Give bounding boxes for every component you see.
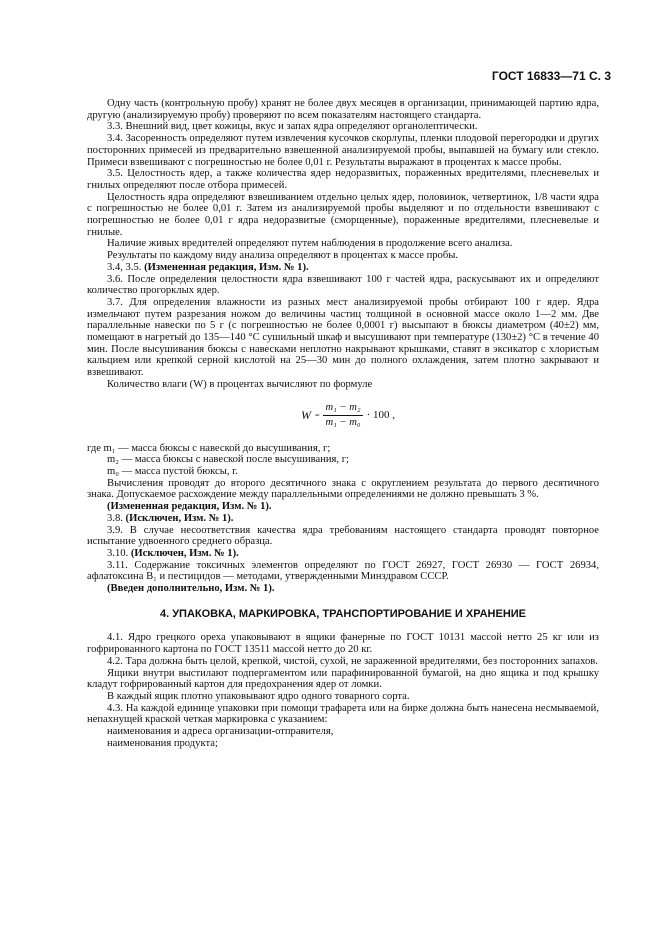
- paragraph: Ящики внутри выстилают подпергаментом или парафинированной бумагой, на дно ящика и под крышку кладут гофрированный картон для предохранения ядер от ломки.: [87, 667, 599, 691]
- formula-lhs: W: [300, 407, 311, 422]
- amendment-note: (Введен дополнительно, Изм. № 1).: [107, 583, 275, 595]
- formula-legend-item: m₂ — масса бюксы с навеской после высушивания, г;: [107, 454, 349, 466]
- paragraph: В каждый ящик плотно упаковывают ядро одного товарного сорта.: [107, 690, 410, 702]
- formula-multiplier: · 100 ,: [366, 408, 396, 421]
- formula-denominator: m₁ − m₀: [325, 417, 361, 429]
- paragraph: Одну часть (контрольную пробу) хранят не более двух месяцев в организации, принимающей партию ядра, другую (анализируемую пробу) проверяют по всем показателям настоящего стандарта.: [87, 98, 599, 121]
- paragraph: Целостность ядра определяют взвешиванием отдельно целых ядер, половинок, четвертинок, 1/8 части ядра с погрешностью не более 0,01 г. Затем из анализируемой пробы выделяют и по отдельности взвешивают с погрешностью не более 0,01 г ядра недоразвитые (сморщенные), пораженные вредителями, плесневелые и гнилые.: [87, 191, 599, 238]
- moisture-formula: [97, 401, 599, 431]
- paragraph: 3.5. Целостность ядер, а также количества ядер недоразвитых, пораженных вредителями, плесневелых и гнилых определяют после отбора примесей.: [87, 168, 599, 191]
- paragraph: 3.6. После определения целостности ядра взвешивают 100 г частей ядра, раскусывают их и определяют количество прогорклых ядер.: [87, 273, 599, 297]
- paragraph: 3.9. В случае несоответствия качества ядра требованиям настоящего стандарта проводят повторное испытание удвоенного среднего образца.: [87, 524, 599, 548]
- list-item: наименования продукта;: [107, 737, 218, 749]
- amendment-note: [87, 262, 599, 274]
- amendment-clause: 3.4, 3.5.: [107, 261, 142, 273]
- formula-equals: =: [314, 410, 320, 420]
- document-body: [87, 98, 599, 749]
- paragraph: Наличие живых вредителей определяют путем наблюдения в продолжение всего анализа.: [107, 238, 513, 250]
- paragraph: Вычисления проводят до второго десятичного знака с округлением результата до первого десятичного знака. Допускаемое расхождение между параллельными определениями не должно превышать 3 %.: [87, 477, 599, 501]
- paragraph: 3.3. Внешний вид, цвет кожицы, вкус и запах ядра определяют органолептически.: [107, 121, 478, 133]
- paragraph: 3.7. Для определения влажности из разных мест анализируемой пробы отбирают 100 г ядер. Ядра измельчают путем разрезания ножом до величины частиц толщиной в основной массе около 1—2 мм. Две параллельные навески по 5 г (с погрешностью не более 0,0001 г) высыпают в бюксы диаметром (40±2) мм, помещают в нагретый до 135—140 °С сушильный шкаф и высушивают при температуре (130±2) °С в течение 40 мин. После высушивания бюксы с навесками неплотно накрывают крышками, ставят в эксикатор с хлористым кальцием или крепкой серной кислотой на 25—30 мин до полного охлаждения, затем плотно закрывают и взвешивают.: [87, 296, 599, 379]
- list-item: наименования и адреса организации-отправителя,: [107, 726, 334, 738]
- paragraph: 3.4. Засоренность определяют путем извлечения кусочков скорлупы, пленки плодовой перегородки и других посторонних примесей из предварительно взвешенной анализируемой пробы, выпавшей на бумагу или стекло. Примеси взвешивают с погрешностью не более 0,01 г. Результаты выражают в процентах к массе пробы.: [87, 133, 599, 168]
- amendment-clause: 3.8.: [107, 512, 123, 524]
- page-header: ГОСТ 16833—71 С. 3: [491, 69, 611, 83]
- amendment-text: (Исключен, Изм. № 1).: [125, 512, 234, 524]
- amendment-clause: 3.10.: [107, 547, 129, 559]
- amendment-note: (Измененная редакция, Изм. № 1).: [107, 501, 272, 513]
- paragraph: 4.3. На каждой единице упаковки при помощи трафарета или на бирке должна быть нанесена несмываемой, непахнущей краской четкая маркировка с указанием:: [87, 702, 599, 726]
- amendment-text: (Измененная редакция, Изм. № 1).: [144, 261, 309, 273]
- paragraph: 3.11. Содержание токсичных элементов определяют по ГОСТ 26927, ГОСТ 26930 — ГОСТ 26934, афлатоксина B₁ и пестицидов — методами, утвержденными Минздравом СССР.: [87, 559, 599, 583]
- formula-fraction: [323, 402, 362, 428]
- paragraph: Результаты по каждому виду анализа определяют в процентах к массе пробы.: [107, 250, 459, 262]
- paragraph: 4.2. Тара должна быть целой, крепкой, чистой, сухой, не зараженной вредителями, без посторонних запахов.: [107, 655, 598, 667]
- formula-numerator: m₁ − m₂: [323, 402, 362, 416]
- formula-legend-item: m₀ — масса пустой бюксы, г.: [107, 465, 238, 477]
- formula-legend-item: где m₁ — масса бюксы с навеской до высушивания, г;: [87, 442, 331, 454]
- paragraph: 4.1. Ядро грецкого ореха упаковывают в ящики фанерные по ГОСТ 10131 массой нетто 25 кг или из гофрированного картона по ГОСТ 13511 массой нетто до 20 кг.: [87, 632, 599, 656]
- amendment-note: [87, 513, 599, 525]
- paragraph: Количество влаги (W) в процентах вычисляют по формуле: [107, 378, 373, 390]
- amendment-text: (Исключен, Изм. № 1).: [130, 547, 239, 559]
- section-title: 4. УПАКОВКА, МАРКИРОВКА, ТРАНСПОРТИРОВАНИЕ И ХРАНЕНИЕ: [159, 607, 527, 620]
- amendment-note: [87, 548, 599, 560]
